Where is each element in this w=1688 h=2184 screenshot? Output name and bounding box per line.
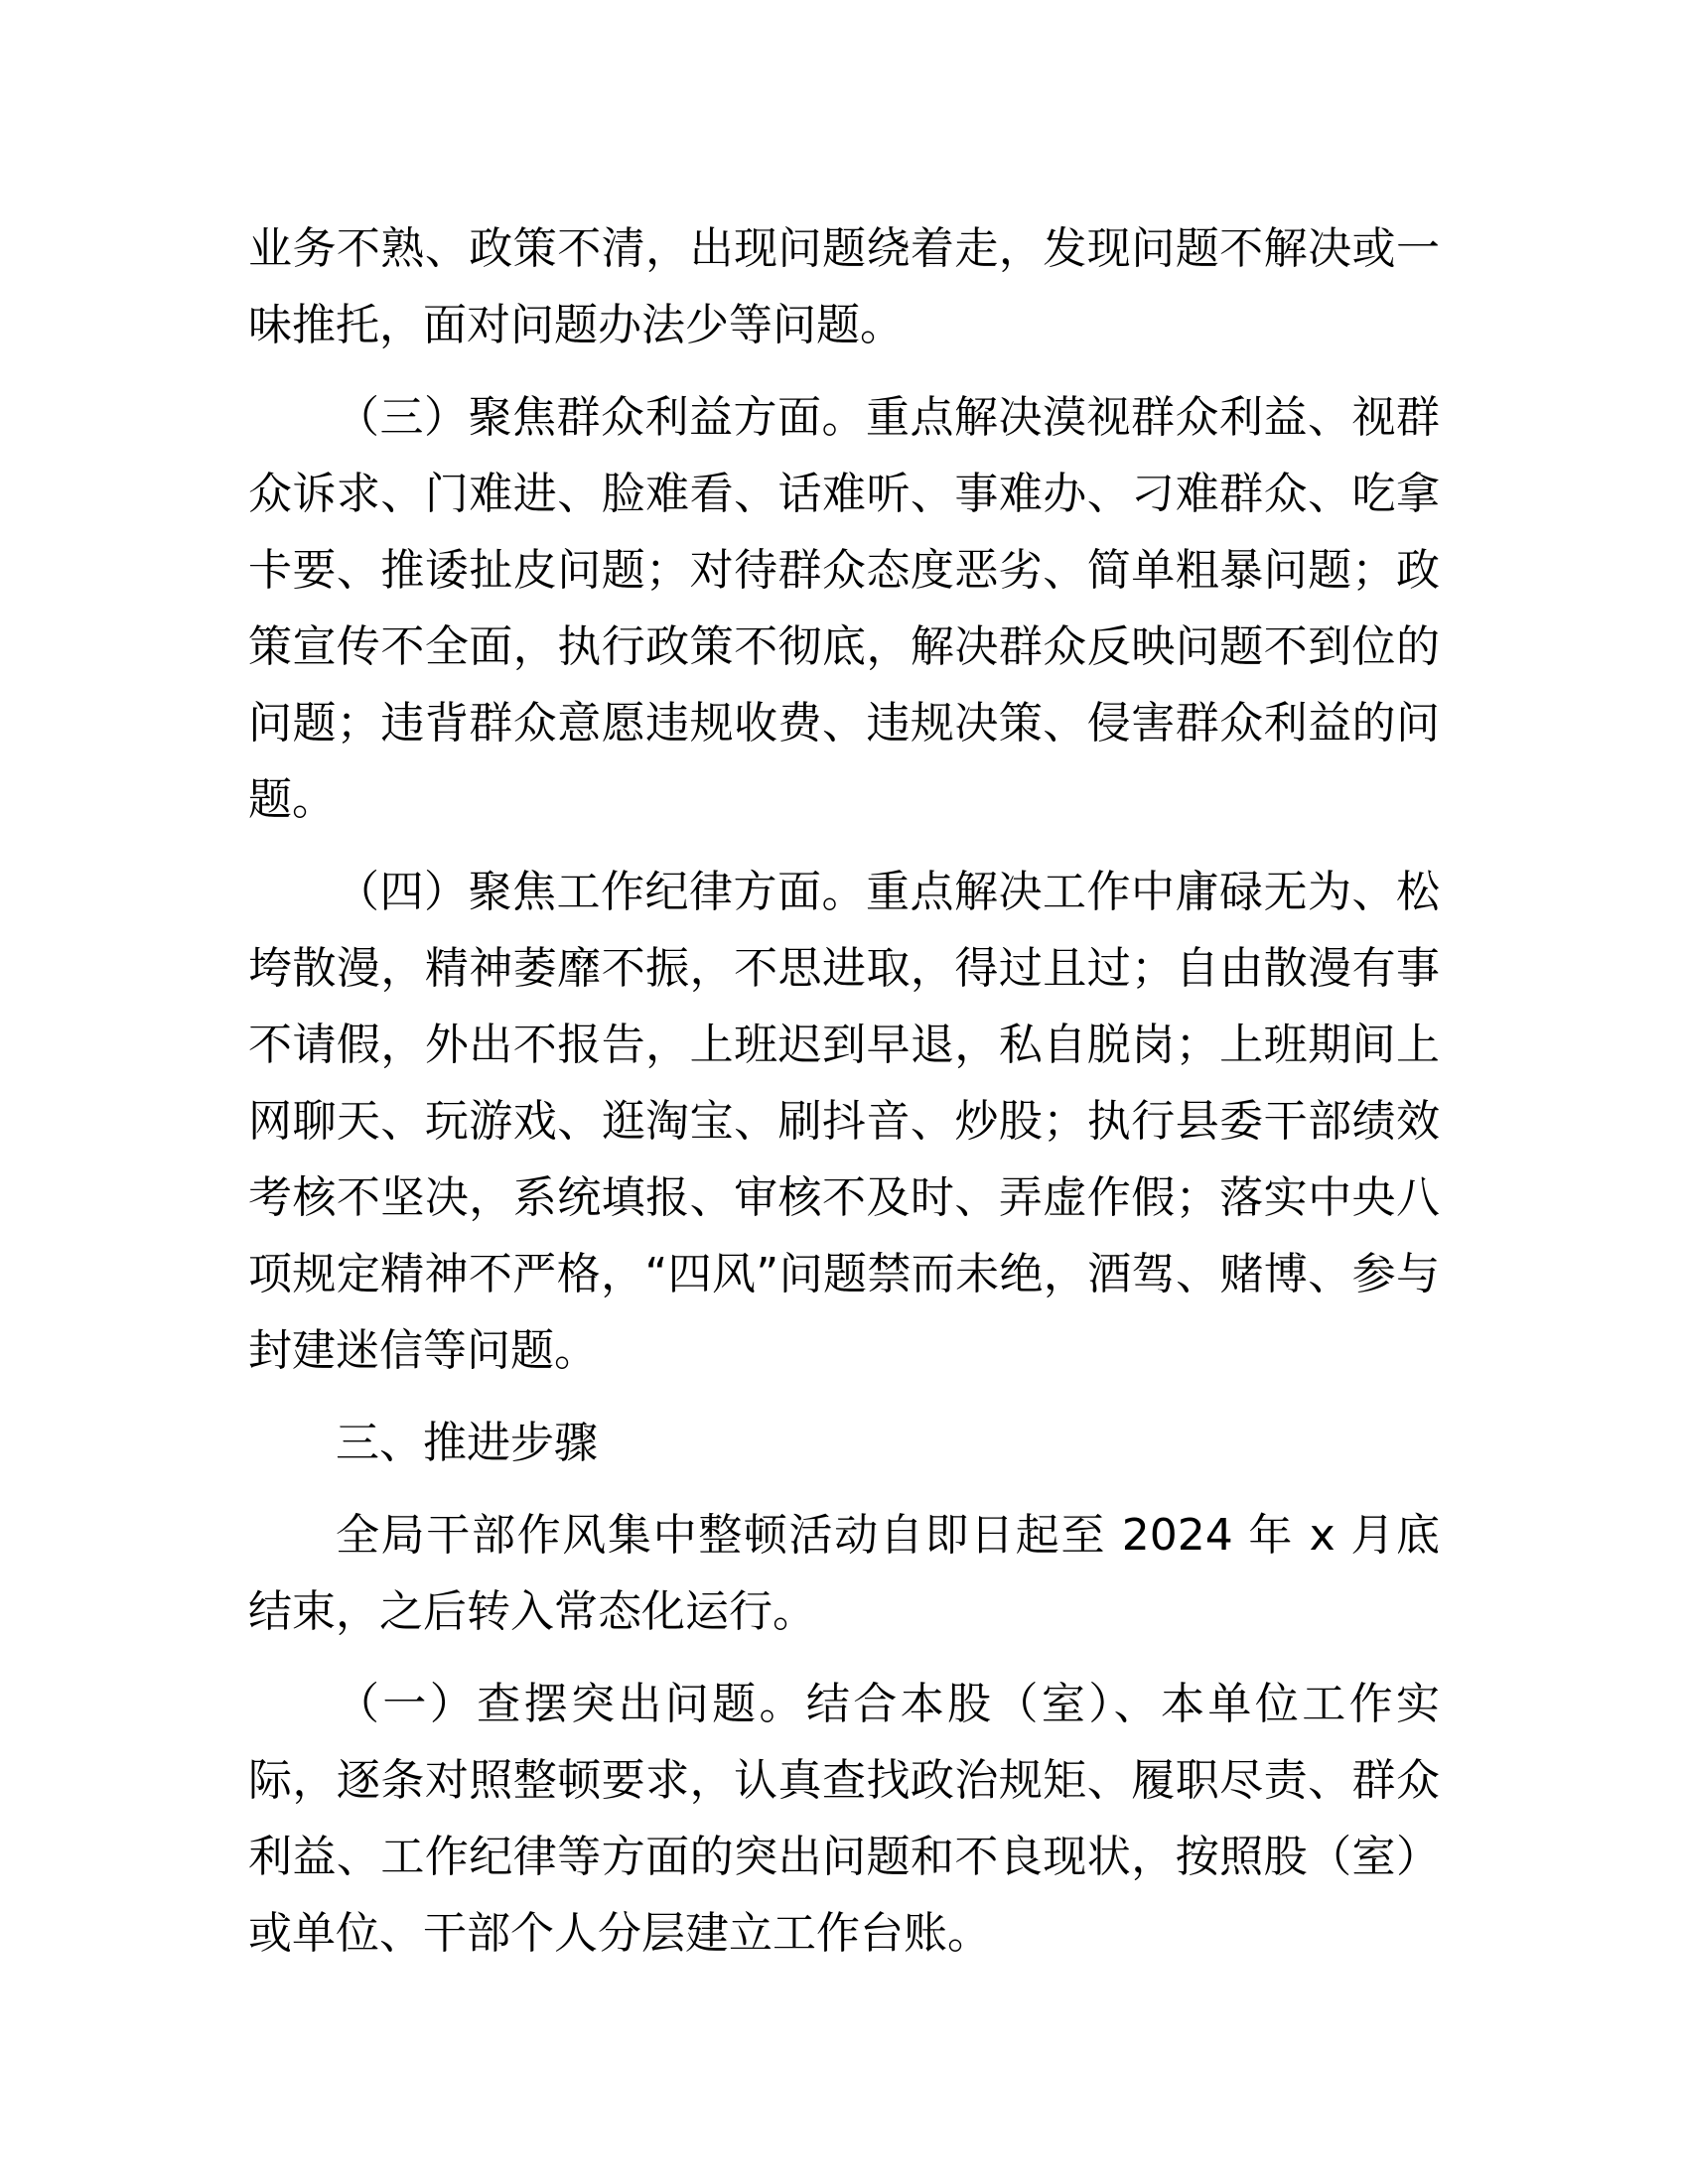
document-body: [248, 210, 1440, 1972]
paragraph-identify-problems: （一）查摆突出问题。结合本股（室）、本单位工作实际，逐条对照整顿要求，认真查找政治规矩、履职尽责、群众利益、工作纪律等方面的突出问题和不良现状，按照股（室）或单位、干部个人分层建立工作台账。: [248, 1679, 1440, 1959]
paragraph-schedule: 全局干部作风集中整顿活动自即日起至 2024 年 x 月底结束，之后转入常态化运行。: [248, 1510, 1440, 1637]
section-heading-promotion-steps: 三、推进步骤: [336, 1418, 598, 1468]
paragraph-focus-mass-interests: （三）聚焦群众利益方面。重点解决漠视群众利益、视群众诉求、门难进、脸难看、话难听、事难办、刁难群众、吃拿卡要、推诿扯皮问题；对待群众态度恶劣、简单粗暴问题；政策宣传不全面，执行政策不彻底，解决群众反映问题不到位的问题；违背群众意愿违规收费、违规决策、侵害群众利益的问题。: [248, 392, 1440, 825]
paragraph-focus-work-discipline: （四）聚焦工作纪律方面。重点解决工作中庸碌无为、松垮散漫，精神萎靡不振，不思进取，得过且过；自由散漫有事不请假，外出不报告，上班迟到早退，私自脱岗；上班期间上网聊天、玩游戏、逛淘宝、刷抖音、炒股；执行县委干部绩效考核不坚决，系统填报、审核不及时、弄虚作假；落实中央八项规定精神不严格，“四风”问题禁而未绝，酒驾、赌博、参与封建迷信等问题。: [248, 867, 1440, 1376]
paragraph-continuation: 业务不熟、政策不清，出现问题绕着走，发现问题不解决或一味推托，面对问题办法少等问题。: [248, 223, 1440, 350]
